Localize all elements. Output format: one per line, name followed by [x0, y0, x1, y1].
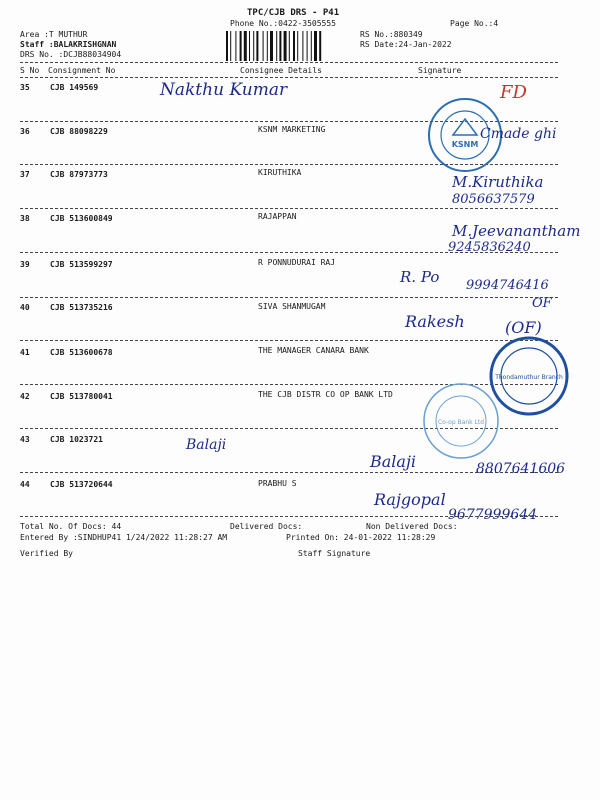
drs-number: DRS No. :DCJB88034904	[20, 50, 122, 59]
handwritten-name: M.Jeevanantham	[452, 222, 581, 240]
row-consignment: CJB 513735216	[50, 303, 113, 312]
handwritten-phone: 8056637579	[452, 192, 535, 207]
row-sno: 35	[20, 83, 30, 92]
coop-bank-stamp	[420, 380, 502, 462]
column-signature: Signature	[418, 66, 462, 75]
row-consignment: CJB 513600849	[50, 214, 113, 223]
row-consignment: CJB 88098229	[50, 127, 108, 136]
row-sno: 38	[20, 214, 30, 223]
handwritten-phone: 9245836240	[448, 240, 531, 255]
handwritten-of-note: (OF)	[505, 318, 542, 337]
row-consignee: R PONNUDURAI RAJ	[258, 258, 336, 267]
document-title: TPC/CJB DRS - P41	[247, 8, 340, 18]
handwritten-signature: Cmade ghi	[480, 126, 557, 142]
handwritten-phone: 9994746416	[466, 278, 549, 293]
handwritten-name: M.Kiruthika	[452, 173, 544, 191]
column-sno: S No	[20, 66, 40, 75]
row-sno: 43	[20, 435, 30, 444]
row-consignment: CJB 1023721	[50, 435, 103, 444]
rs-date: RS Date:24-Jan-2022	[360, 40, 452, 49]
coop-stamp-text: Co-op Bank Ltd	[437, 419, 485, 426]
area-label: Area :T MUTHUR	[20, 30, 88, 39]
barcode-image	[226, 31, 350, 61]
row-divider	[20, 340, 558, 341]
staff-label: Staff :BALAKRISHGNAN	[20, 40, 117, 49]
handwritten-of-note: OF	[532, 296, 552, 311]
delivered-docs: Delivered Docs:	[230, 522, 303, 531]
row-consignee: KIRUTHIKA	[258, 168, 302, 177]
rs-number: RS No.:880349	[360, 30, 423, 39]
row-divider	[20, 297, 558, 298]
row-consignee: THE MANAGER CANARA BANK	[258, 346, 369, 355]
row-consignee: PRABHU S	[258, 479, 297, 488]
row-consignment: CJB 513600678	[50, 348, 113, 357]
row-consignment: CJB 513720644	[50, 480, 113, 489]
row-sno: 40	[20, 303, 30, 312]
staff-signature-label: Staff Signature	[298, 549, 371, 558]
row-consignment: CJB 87973773	[50, 170, 108, 179]
row-sno: 44	[20, 480, 30, 489]
columns-divider	[20, 77, 558, 78]
row-consignee: KSNM MARKETING	[258, 125, 326, 134]
header-divider	[20, 62, 558, 63]
row-consignee: THE CJB DISTR CO OP BANK LTD	[258, 390, 393, 399]
row-consignment: CJB 149569	[50, 83, 99, 92]
column-consignment: Consignment No	[48, 66, 116, 75]
row-sno: 39	[20, 260, 30, 269]
row-consignment: CJB 513599297	[50, 260, 113, 269]
row-consignee: RAJAPPAN	[258, 212, 297, 221]
entered-by: Entered By :SINDHUP41 1/24/2022 11:28:27 AM	[20, 533, 228, 542]
handwritten-phone: 8807641606	[476, 461, 566, 477]
row-sno: 41	[20, 348, 30, 357]
total-docs: Total No. Of Docs: 44	[20, 522, 122, 531]
row-consignment: CJB 513780041	[50, 392, 113, 401]
row-consignee: SIVA SHANMUGAM	[258, 302, 326, 311]
row-sno: 37	[20, 170, 30, 179]
handwritten-name: Balaji	[186, 437, 227, 453]
row-sno: 36	[20, 127, 30, 136]
phone-number: Phone No.:0422-3505555	[230, 19, 336, 28]
handwritten-name: Rajgopal	[374, 490, 446, 509]
row-sno: 42	[20, 392, 30, 401]
handwritten-signature: Nakthu Kumar	[160, 80, 288, 100]
handwritten-phone: 9677999644	[448, 507, 538, 523]
column-consignee: Consignee Details	[240, 66, 322, 75]
row-divider	[20, 208, 558, 209]
handwritten-fd-note: FD	[500, 82, 527, 103]
page-number: Page No.:4	[450, 19, 499, 28]
verified-by: Verified By	[20, 549, 73, 558]
printed-on: Printed On: 24-01-2022 11:28:29	[286, 533, 436, 542]
non-delivered-docs: Non Delivered Docs:	[366, 522, 458, 531]
handwritten-signature: R. Po	[400, 268, 440, 286]
handwritten-signature: Rakesh	[405, 312, 465, 331]
ksnm-stamp-text: KSNM	[451, 140, 479, 149]
bank-stamp-text: Thondamuthur Branch	[495, 374, 563, 381]
handwritten-signature: Balaji	[370, 452, 417, 471]
